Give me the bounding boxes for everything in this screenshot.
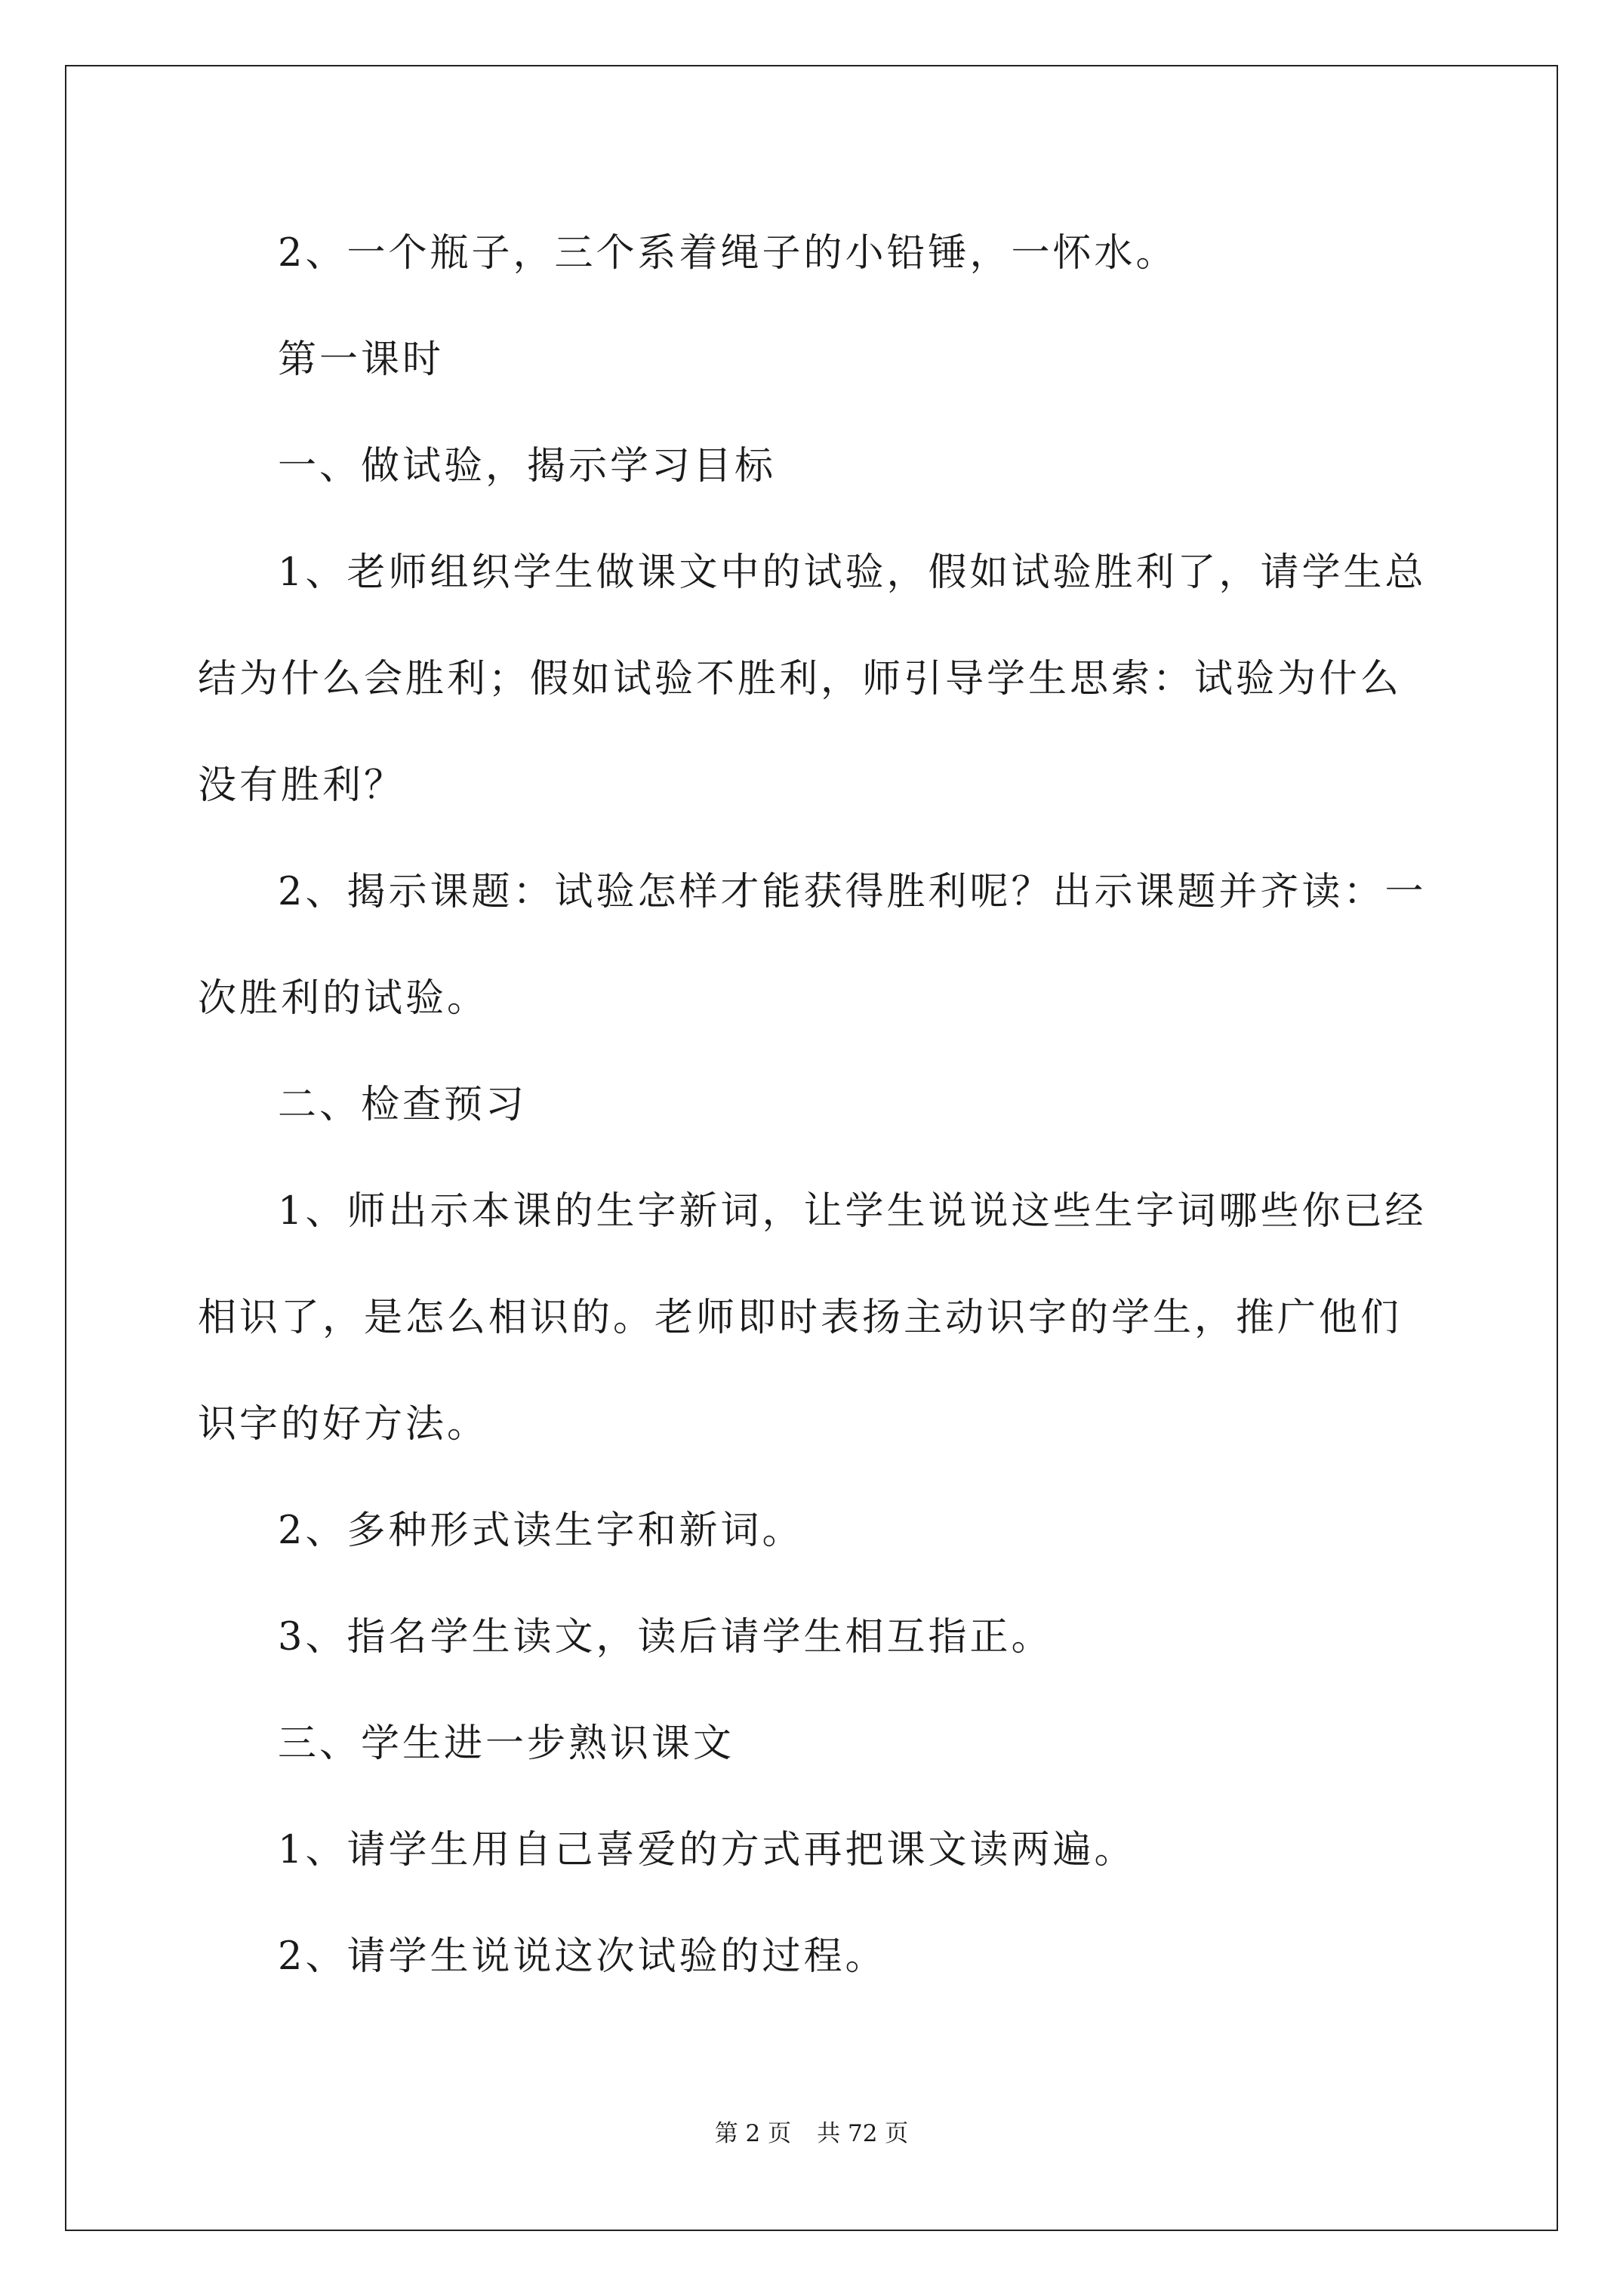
- paragraph-describe-process: 2、请学生说说这次试验的过程。: [278, 1934, 887, 1979]
- paragraph-section-one-heading: 一、做试验，揭示学习目标: [278, 444, 777, 488]
- page-total: 共 72 页: [817, 2120, 909, 2147]
- page-footer: [0, 2119, 1623, 2149]
- paragraph-read-words: 2、多种形式读生字和新词。: [278, 1509, 804, 1553]
- paragraph-materials: 2、一个瓶子，三个系着绳子的小铅锤，一怀水。: [278, 231, 1178, 276]
- page-number: 第 2 页: [714, 2120, 792, 2147]
- paragraph-new-words: 1、师出示本课的生字新词，让学生说说这些生字词哪些你已经相识了，是怎么相识的。老师即时表扬主动识字的学生，推广他们识字的好方法。: [198, 1189, 1427, 1447]
- paragraph-section-three-heading: 三、学生进一步熟识课文: [278, 1721, 735, 1766]
- paragraph-lesson-heading: 第一课时: [278, 337, 445, 382]
- paragraph-experiment: 1、老师组织学生做课文中的试验，假如试验胜利了，请学生总结为什么会胜利；假如试验不胜利，师引导学生思索：试验为什么没有胜利？: [198, 550, 1427, 808]
- paragraph-read-text: 3、指名学生读文，读后请学生相互指正。: [278, 1615, 1053, 1660]
- paragraph-read-twice: 1、请学生用自己喜爱的方式再把课文读两遍。: [278, 1828, 1136, 1872]
- paragraph-section-two-heading: 二、检查预习: [278, 1083, 528, 1127]
- paragraph-reveal-topic: 2、揭示课题：试验怎样才能获得胜利呢？出示课题并齐读：一次胜利的试验。: [198, 870, 1427, 1021]
